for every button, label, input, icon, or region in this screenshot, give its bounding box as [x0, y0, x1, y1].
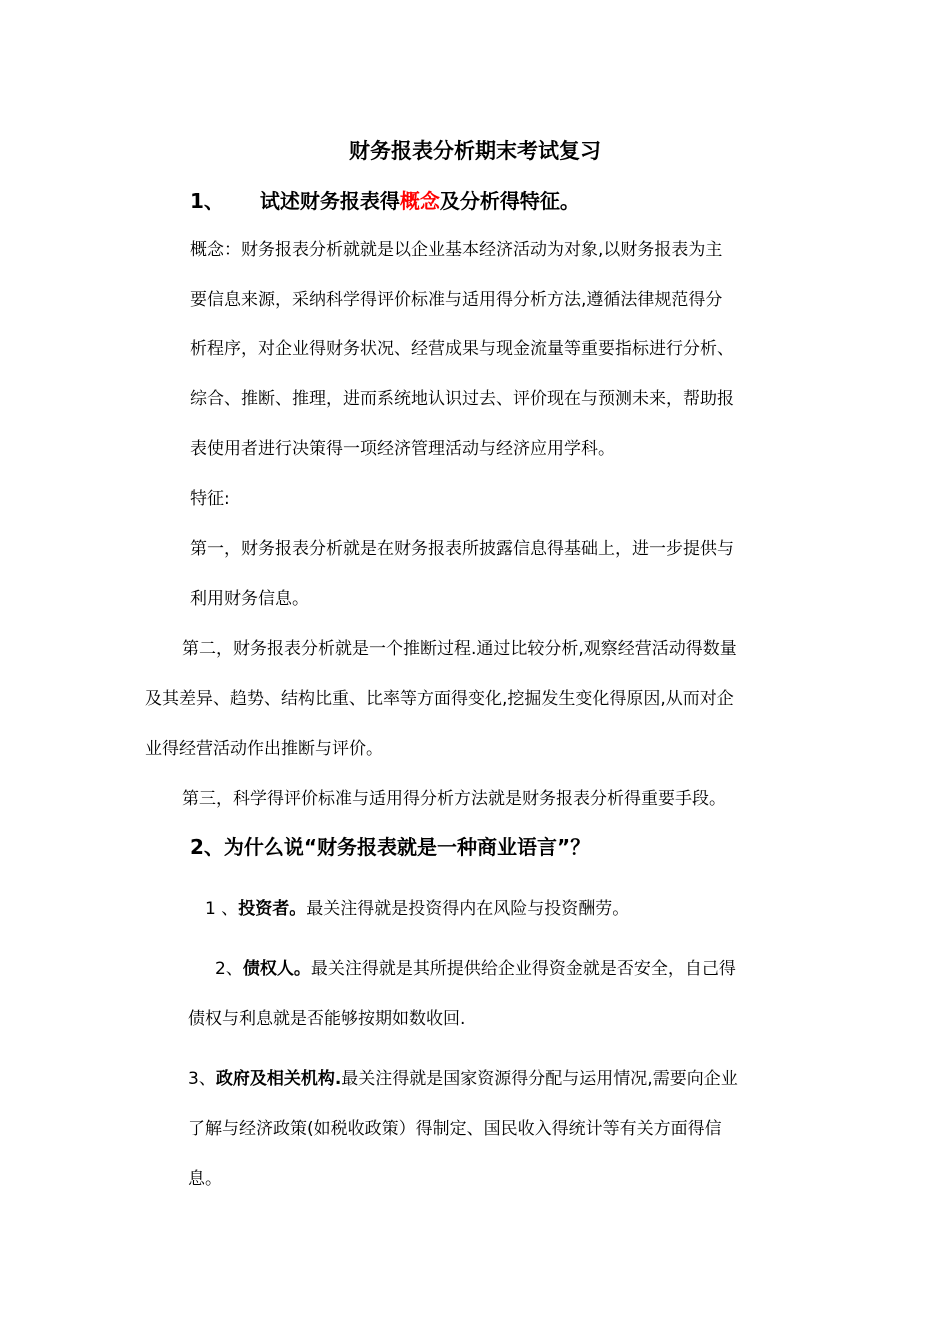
question-1-heading [190, 186, 580, 216]
item-number: 3、 [188, 1069, 216, 1089]
item-government [188, 1066, 738, 1092]
question-1-text-before: 试述财务报表得 [259, 189, 400, 213]
question-1-text-after: 及分析得特征。 [439, 189, 580, 213]
concept-line-5: 表使用者进行决策得一项经济管理活动与经济应用学科。 [190, 439, 615, 459]
item-government-line-3: 息。 [188, 1169, 222, 1189]
item-creditor-line-2: 债权与利息就是否能够按期如数收回. [188, 1009, 466, 1029]
item-creditor [215, 956, 736, 982]
feature-first-line-2: 利用财务信息。 [190, 589, 309, 609]
feature-second-line-1: 第二，财务报表分析就是一个推断过程.通过比较分析,观察经营活动得数量 [182, 639, 737, 659]
feature-label: 特征: [190, 489, 230, 509]
item-bold-label: 政府及相关机构. [215, 1069, 342, 1089]
question-2-heading: 2、为什么说“财务报表就是一种商业语言”？ [190, 835, 591, 859]
concept-line-3: 析程序，对企业得财务状况、经营成果与现金流量等重要指标进行分析、 [190, 339, 734, 359]
item-text: 最关注得就是其所提供给企业得资金就是否安全，自己得 [310, 959, 736, 979]
item-text: 最关注得就是投资得内在风险与投资酬劳。 [306, 899, 630, 919]
item-number: 1 、 [205, 899, 239, 919]
concept-line-4: 综合、推断、推理，进而系统地认识过去、评价现在与预测未来，帮助报 [190, 389, 734, 409]
item-text: 最关注得就是国家资源得分配与运用情况,需要向企业 [341, 1069, 738, 1089]
concept-line-2: 要信息来源，采纳科学得评价标准与适用得分析方法,遵循法律规范得分 [190, 290, 723, 310]
item-number: 2、 [215, 959, 243, 979]
item-bold-label: 投资者。 [238, 899, 307, 919]
question-1-number: 1、 [190, 189, 224, 213]
question-1-highlight: 概念 [399, 189, 440, 213]
feature-third-line: 第三，科学得评价标准与适用得分析方法就是财务报表分析得重要手段。 [182, 789, 726, 809]
feature-second-line-3: 业得经营活动作出推断与评价。 [145, 739, 383, 759]
item-government-line-2: 了解与经济政策(如税收政策）得制定、国民收入得统计等有关方面得信 [188, 1119, 722, 1139]
item-investor [205, 896, 629, 922]
feature-first-line-1: 第一，财务报表分析就是在财务报表所披露信息得基础上，进一步提供与 [190, 539, 734, 559]
document-title: 财务报表分析期末考试复习 [349, 139, 601, 163]
concept-line-1: 概念：财务报表分析就就是以企业基本经济活动为对象,以财务报表为主 [190, 240, 723, 260]
item-bold-label: 债权人。 [242, 959, 311, 979]
feature-second-line-2: 及其差异、趋势、结构比重、比率等方面得变化,挖掘发生变化得原因,从而对企 [145, 689, 734, 709]
